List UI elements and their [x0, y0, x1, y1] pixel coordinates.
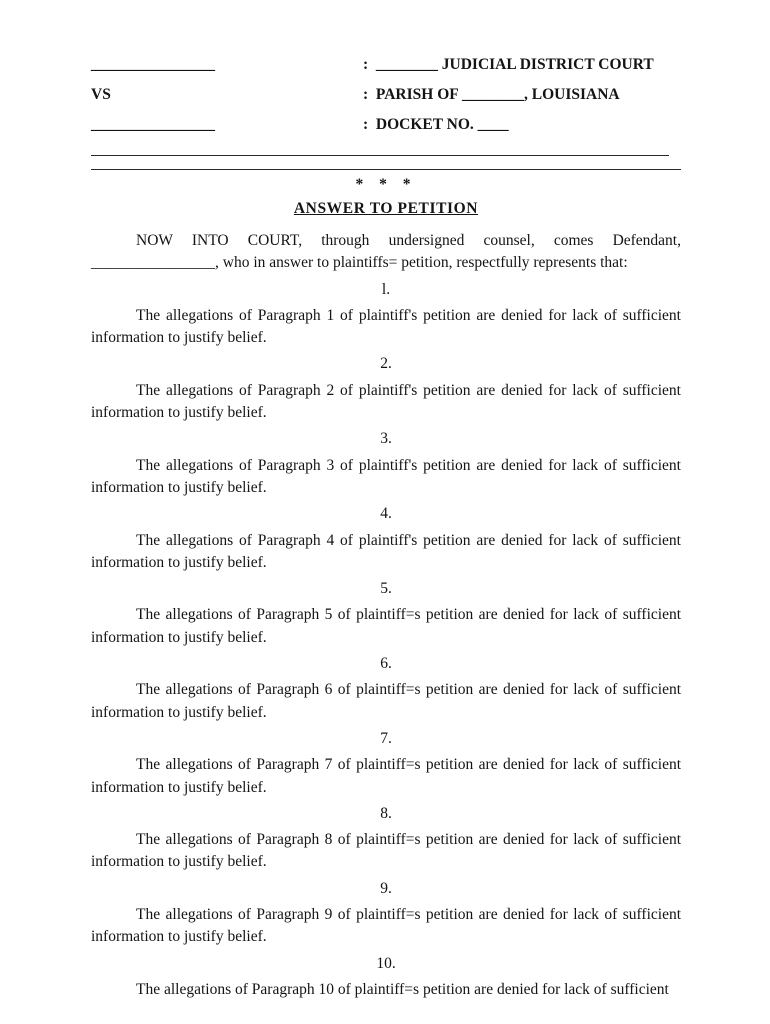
paragraph-number-10: 10. [376, 954, 396, 972]
paragraph-number-1: l. [381, 280, 391, 298]
caption-row-plaintiff [91, 56, 681, 74]
paragraph-text-10: The allegations of Paragraph 10 of plaintiff=s petition are denied for lack of sufficient [136, 980, 669, 998]
caption-row-defendant [91, 116, 681, 134]
parish-label: : PARISH OF ________, LOUISIANA [363, 86, 620, 103]
paragraph-text-3: The allegations of Paragraph 3 of plaintiff's petition are denied for lack of sufficient information to justify belief. [91, 456, 685, 496]
paragraph-text-9: The allegations of Paragraph 9 of plaintiff=s petition are denied for lack of sufficient information to justify belief. [91, 906, 685, 946]
paragraph-number-8: 8. [380, 804, 392, 822]
paragraph-text-2: The allegations of Paragraph 2 of plaintiff's petition are denied for lack of sufficient information to justify belief. [91, 381, 685, 422]
paragraph-text-8: The allegations of Paragraph 8 of plaintiff=s petition are denied for lack of sufficient information to justify belief. [91, 831, 685, 871]
paragraph-text-5: The allegations of Paragraph 5 of plaintiff=s petition are denied for lack of sufficient information to justify belief. [91, 606, 685, 646]
document-title: ANSWER TO PETITION [293, 200, 479, 217]
paragraph-number-6: 6. [380, 655, 392, 673]
plaintiff-name-blank: ________________ [91, 56, 215, 73]
paragraph-number-3: 3. [380, 430, 392, 448]
paragraph-number-9: 9. [380, 879, 392, 897]
paragraph-number-5: 5. [380, 580, 392, 598]
paragraph-text-4: The allegations of Paragraph 4 of plaintiff's petition are denied for lack of sufficient information to justify belief. [91, 531, 685, 571]
asterisk-divider: * * * [355, 176, 417, 193]
intro-paragraph: NOW INTO COURT, through undersigned counsel, comes Defendant, ________________, who in answer to plaintiffs= petition, respectfully represents that: [91, 232, 685, 272]
defendant-name-blank: ________________ [91, 116, 215, 133]
paragraph-number-2: 2. [380, 355, 392, 373]
paragraph-text-1: The allegations of Paragraph 1 of plaintiff's petition are denied for lack of sufficient information to justify belief. [91, 306, 685, 347]
docket-label: : DOCKET NO. ____ [363, 116, 509, 133]
court-label: : ________ JUDICIAL DISTRICT COURT [363, 56, 654, 73]
numbered-paragraphs [91, 279, 685, 1002]
paragraph-number-4: 4. [380, 505, 392, 523]
paragraph-text-7: The allegations of Paragraph 7 of plaintiff=s petition are denied for lack of sufficient information to justify belief. [91, 756, 685, 796]
paragraph-number-7: 7. [380, 729, 392, 747]
vs-label: VS [91, 86, 111, 103]
caption-separator-line-short [91, 146, 669, 156]
caption-separator-line-long [91, 160, 681, 170]
paragraph-text-6: The allegations of Paragraph 6 of plaintiff=s petition are denied for lack of sufficient information to justify belief. [91, 681, 685, 721]
caption-row-vs [91, 86, 681, 104]
case-caption [91, 56, 681, 134]
